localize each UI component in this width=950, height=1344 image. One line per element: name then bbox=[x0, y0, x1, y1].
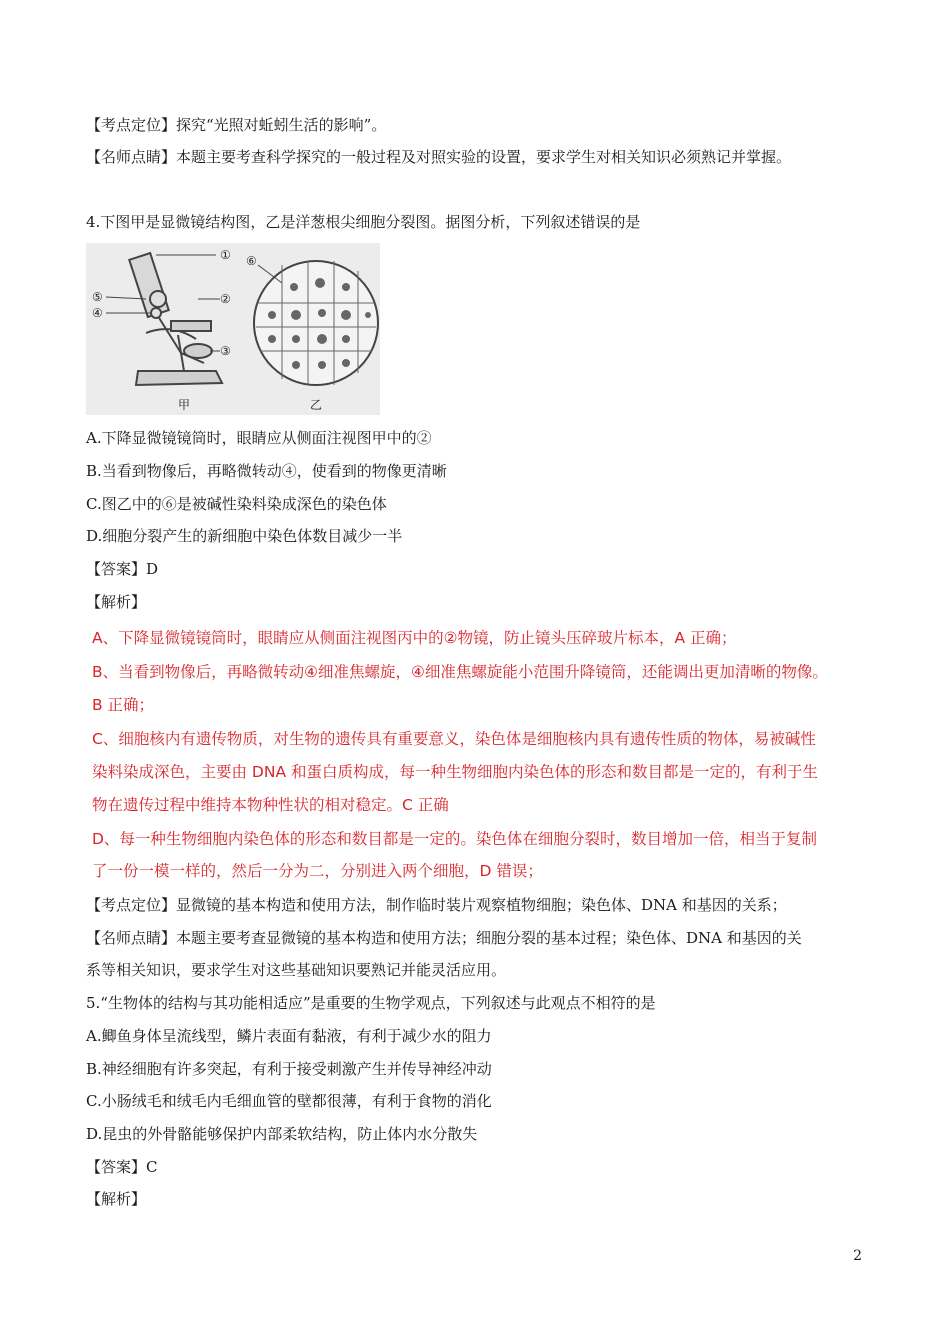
q5-stem: 5.“生物体的结构与其功能相适应”是重要的生物学观点，下列叙述与此观点不相符的是 bbox=[86, 994, 656, 1012]
callout-6: ⑥ bbox=[246, 254, 257, 268]
q4-mingshi-line-2: 系等相关知识，要求学生对这些基础知识要熟记并能灵活应用。 bbox=[86, 961, 507, 979]
q4-analysis-line: B、当看到物像后，再略微转动④细准焦螺旋，④细准焦螺旋能小范围升降镜筒，还能调出更加清晰的物像。 bbox=[92, 663, 828, 681]
q4-analysis-line: D、每一种生物细胞内染色体的形态和数目都是一定的。染色体在细胞分裂时，数目增加一倍，相当于复制 bbox=[92, 830, 817, 848]
figure-drawing bbox=[86, 243, 380, 415]
label-jia: 甲 bbox=[178, 398, 191, 412]
kaodian-line: 【考点定位】探究“光照对蚯蚓生活的影响”。 bbox=[86, 116, 387, 134]
q4-option-d: D.细胞分裂产生的新细胞中染色体数目减少一半 bbox=[86, 527, 403, 545]
page-number: 2 bbox=[853, 1248, 862, 1264]
q4-analysis-line: 染料染成深色，主要由 DNA 和蛋白质构成，每一种生物细胞内染色体的形态和数目都是一定的，有利于生 bbox=[92, 763, 818, 781]
q5-option-a: A.鲫鱼身体呈流线型，鳞片表面有黏液，有利于减少水的阻力 bbox=[86, 1027, 492, 1045]
mingshi-line: 【名师点睛】本题主要考查科学探究的一般过程及对照实验的设置，要求学生对相关知识必须熟记并掌握。 bbox=[86, 148, 792, 166]
q4-jiexi-label: 【解析】 bbox=[86, 593, 147, 611]
q4-analysis-line: A、下降显微镜镜筒时，眼睛应从侧面注视图丙中的②物镜，防止镜头压碎玻片标本，A 正确； bbox=[92, 629, 737, 647]
callout-4: ④ bbox=[92, 306, 103, 320]
microscope-figure bbox=[86, 243, 380, 415]
q5-jiexi-label: 【解析】 bbox=[86, 1190, 147, 1208]
label-yi: 乙 bbox=[310, 398, 323, 412]
callout-5: ⑤ bbox=[92, 290, 103, 304]
q5-option-d: D.昆虫的外骨骼能够保护内部柔软结构，防止体内水分散失 bbox=[86, 1125, 478, 1143]
callout-2: ② bbox=[220, 292, 231, 306]
q4-analysis-line: 了一份一模一样的，然后一分为二，分别进入两个细胞，D 错误； bbox=[92, 862, 543, 880]
q4-option-a: A.下降显微镜镜筒时，眼睛应从侧面注视图甲中的② bbox=[86, 429, 432, 447]
q4-analysis-line: C、细胞核内有遗传物质，对生物的遗传具有重要意义，染色体是细胞核内具有遗传性质的物体，易被碱性 bbox=[92, 730, 816, 748]
q4-kaodian: 【考点定位】显微镜的基本构造和使用方法，制作临时装片观察植物细胞；染色体、DNA 和基因的关系； bbox=[86, 896, 787, 914]
callout-3: ③ bbox=[220, 344, 231, 358]
q4-option-b: B.当看到物像后，再略微转动④，使看到的物像更清晰 bbox=[86, 462, 447, 480]
q5-option-c: C.小肠绒毛和绒毛内毛细血管的壁都很薄，有利于食物的消化 bbox=[86, 1092, 492, 1110]
microscope-drawing bbox=[106, 253, 222, 385]
q5-option-b: B.神经细胞有许多突起，有利于接受刺激产生并传导神经冲动 bbox=[86, 1060, 492, 1078]
q5-answer: 【答案】C bbox=[86, 1158, 158, 1176]
callout-1: ① bbox=[220, 248, 231, 262]
q4-mingshi-line-1: 【名师点睛】本题主要考查显微镜的基本构造和使用方法；细胞分裂的基本过程；染色体、DNA 和基因的关 bbox=[86, 929, 802, 947]
q4-analysis-line: 物在遗传过程中维持本物种性状的相对稳定。C 正确 bbox=[92, 796, 449, 814]
onion-cells-drawing bbox=[254, 261, 378, 385]
q4-option-c: C.图乙中的⑥是被碱性染料染成深色的染色体 bbox=[86, 495, 387, 513]
q4-answer: 【答案】D bbox=[86, 560, 159, 578]
q4-stem: 4.下图甲是显微镜结构图，乙是洋葱根尖细胞分裂图。据图分析，下列叙述错误的是 bbox=[86, 213, 641, 231]
q4-analysis-line: B 正确； bbox=[92, 696, 155, 714]
